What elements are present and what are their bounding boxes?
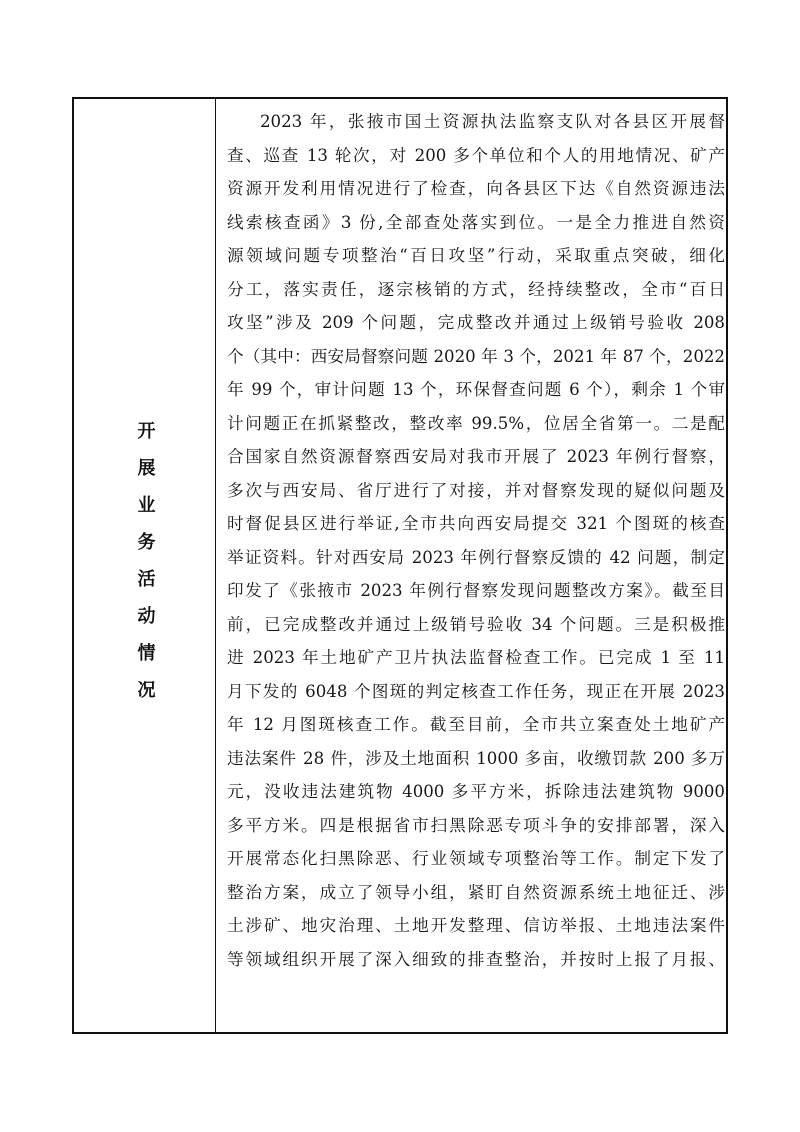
text-line: 违法案件 28 件，涉及土地面积 1000 多亩，收缴罚款 200 多万 bbox=[227, 748, 725, 768]
text-line: 个（其中：西安局督察问题 2020 年 3 个，2021 年 87 个，2022 bbox=[227, 346, 725, 366]
text-line: 时督促县区进行举证,全市共向西安局提交 321 个图斑的核查 bbox=[227, 514, 725, 533]
section-label-cell bbox=[74, 99, 215, 1032]
text-line: 元，没收违法建筑物 4000 多平方米，拆除违法建筑物 9000 bbox=[227, 782, 725, 801]
form-table bbox=[72, 97, 728, 1034]
text-line: 开展常态化扫黑除恶、行业领域专项整治等工作。制定下发了 bbox=[227, 849, 725, 868]
text-line: 资源开发利用情况进行了检查，向各县区下达《自然资源违法 bbox=[227, 179, 725, 198]
text-line: 等领域组织开展了深入细致的排查整治，并按时上报了月报、 bbox=[227, 949, 725, 969]
text-line: 合国家自然资源督察西安局对我市开展了 2023 年例行督察， bbox=[227, 447, 725, 466]
text-line: 印发了《张掖市 2023 年例行督察发现问题整改方案》。截至目 bbox=[227, 581, 725, 600]
text-line: 前，已完成整改并通过上级销号验收 34 个问题。三是积极推 bbox=[227, 614, 725, 634]
text-line: 年 99 个，审计问题 13 个，环保督查问题 6 个），剩余 1 个审 bbox=[227, 380, 725, 399]
text-line: 月下发的 6048 个图斑的判定核查工作任务，现正在开展 2023 bbox=[227, 681, 725, 701]
text-line: 计问题正在抓紧整改，整改率 99.5%，位居全省第一。二是配 bbox=[227, 413, 725, 433]
content-cell bbox=[227, 105, 725, 976]
section-label: 开展业务活动情况 bbox=[134, 420, 156, 717]
text-line: 多次与西安局、省厅进行了对接，并对督察发现的疑似问题及 bbox=[227, 480, 725, 500]
text-line: 源领域问题专项整治“百日攻坚”行动，采取重点突破，细化 bbox=[227, 246, 725, 265]
text-line: 多平方米。四是根据省市扫黑除恶专项斗争的安排部署，深入 bbox=[227, 815, 725, 835]
text-line: 2023 年，张掖市国土资源执法监察支队对各县区开展督 bbox=[260, 112, 725, 131]
text-line: 举证资料。针对西安局 2023 年例行督察反馈的 42 问题，制定 bbox=[227, 547, 725, 567]
text-line: 攻坚”涉及 209 个问题，完成整改并通过上级销号验收 208 bbox=[227, 313, 725, 332]
text-line: 土涉矿、地灾治理、土地开发整理、信访举报、土地违法案件 bbox=[227, 916, 725, 935]
text-line: 线索核查函》3 份,全部查处落实到位。一是全力推进自然资 bbox=[227, 212, 725, 232]
text-line: 整治方案，成立了领导小组，紧盯自然资源系统土地征迁、涉 bbox=[227, 882, 725, 902]
text-line: 查、巡查 13 轮次，对 200 多个单位和个人的用地情况、矿产 bbox=[227, 145, 725, 165]
text-line: 分工，落实责任，逐宗核销的方式，经持续整改，全市“百日 bbox=[227, 279, 725, 299]
text-line: 年 12 月图斑核查工作。截至目前，全市共立案查处土地矿产 bbox=[227, 715, 725, 734]
text-line: 进 2023 年土地矿产卫片执法监督检查工作。已完成 1 至 11 bbox=[227, 648, 725, 667]
column-divider bbox=[215, 99, 216, 1032]
